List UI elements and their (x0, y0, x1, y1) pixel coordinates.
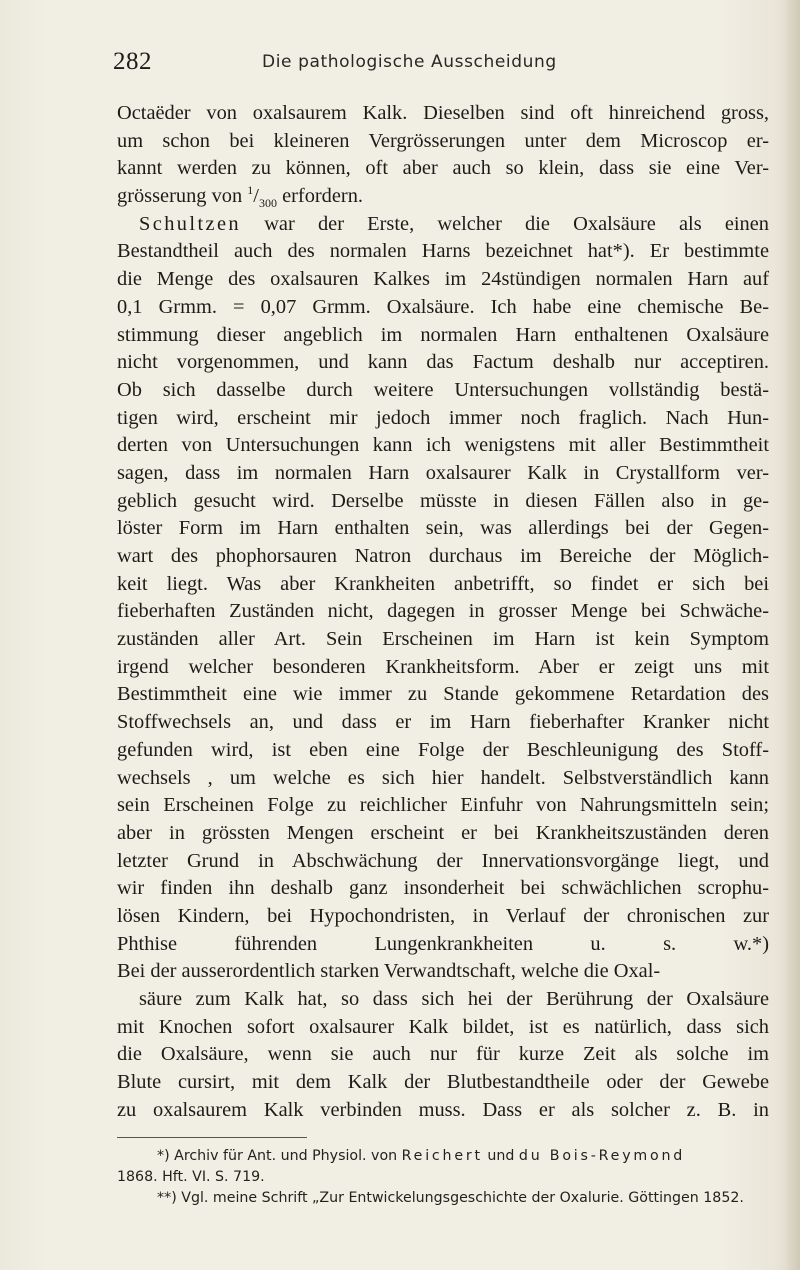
text-line: Octaëder von oxalsaurem Kalk. Dieselben sind oft hinreichend gross, (117, 102, 769, 124)
text-line: Bei der ausserordentlich starken Verwandtschaft, welche die Oxal- (117, 960, 661, 983)
text-line-with-fraction: grösserung von $^1/_{300}$ erfordern. (117, 183, 364, 211)
text-line: um schon bei kleineren Vergrösserungen unter dem Microscop er- (117, 129, 769, 152)
text-line: gefunden wird, ist eben eine Folge der Beschleunigung des Stoff- (117, 738, 769, 761)
text-line: wir finden ihn deshalb ganz insonderheit bei schwächlichen scrophu- (117, 877, 769, 900)
text-line: nicht vorgenommen, und kann das Factum deshalb nur acceptiren. (117, 351, 769, 374)
text-line: aber in grössten Mengen erscheint er bei Krankheitszuständen deren (117, 821, 769, 844)
footnote-divider (117, 1137, 307, 1138)
footnote-1-continuation: 1868. Hft. VI. S. 719. (117, 1169, 265, 1185)
text-line: wart des phophorsauren Natron durchaus im Bereiche der Möglich- (117, 545, 769, 567)
fraction-denominator: 300 (258, 196, 277, 211)
footnote-text: Archiv für Ant. und Physiol. von (174, 1148, 398, 1164)
running-title: Die pathologische Ausscheidung (262, 52, 557, 72)
text-line: fieberhaften Zuständen nicht, dagegen in grosser Menge bei Schwäche- (117, 600, 769, 623)
footnote-name: du Bois-Reymond (518, 1148, 686, 1164)
text-line: sein Erscheinen Folge zu reichlicher Einfuhr von Nahrungsmitteln sein; (117, 794, 769, 817)
page-number: 282 (113, 48, 152, 75)
text-line: kannt werden zu können, oft aber auch so klein, dass sie eine Ver- (117, 157, 769, 180)
text-line: letzter Grund in Abschwächung der Innervationsvorgänge liegt, und (117, 849, 769, 872)
text-line: tigen wird, erscheint mir jedoch immer noch fraglich. Nach Hun- (117, 406, 769, 429)
text-line: Bestandtheil auch des normalen Harns bezeichnet hat*). Er bestimmte (117, 240, 769, 263)
author-name: Schultzen (139, 212, 242, 235)
footnotes (117, 1146, 777, 1209)
text-line: 0,1 Grmm. = 0,07 Grmm. Oxalsäure. Ich habe eine chemische Be- (117, 295, 769, 318)
text-line: irgend welcher besonderen Krankheitsform. Aber er zeigt uns mit (117, 655, 769, 678)
text-line: sagen, dass im normalen Harn oxalsaurer Kalk in Crystallform ver- (117, 461, 769, 484)
footnote-name: Reichert (401, 1148, 483, 1164)
footnote-text: Vgl. meine Schrift „Zur Entwickelungsgeschichte der Oxalurie. Göttingen 1852. (181, 1190, 744, 1206)
text-line: löster Form im Harn enthalten sein, was allerdings bei der Gegen- (117, 517, 769, 540)
body-text (117, 100, 769, 1124)
text-line: keit liegt. Was aber Krankheiten anbetrifft, so findet er sich bei (117, 572, 769, 595)
footnote-1-line (117, 1146, 777, 1167)
text-line: Blute cursirt, mit dem Kalk der Blutbestandtheile oder der Gewebe (117, 1071, 769, 1094)
text-line: Phthise führenden Lungenkrankheiten u. s. w.*) (117, 932, 769, 955)
text-fragment: grösserung von (117, 185, 243, 208)
text-line-with-author (117, 211, 769, 239)
text-line: die Menge des oxalsauren Kalkes im 24stündigen normalen Harn auf (117, 268, 769, 291)
text-line: Ob sich dasselbe durch weitere Untersuchungen vollständig bestä- (117, 378, 769, 401)
text-line: zu oxalsaurem Kalk verbinden muss. Dass er als solcher z. B. in (117, 1098, 769, 1121)
fraction-numerator: 1 (247, 183, 254, 198)
text-line: derten von Untersuchungen kann ich wenigstens mit aller Bestimmtheit (117, 434, 769, 457)
text-line: wechsels , um welche es sich hier handelt. Selbstverständlich kann (117, 766, 769, 789)
footnote-marker: *) (157, 1148, 170, 1164)
text-line: geblich gesucht wird. Derselbe müsste in diesen Fällen also in ge- (117, 489, 769, 512)
footnote-marker: **) (157, 1190, 177, 1206)
text-line: Bestimmtheit eine wie immer zu Stande gekommene Retardation des (117, 683, 769, 706)
page-edge-shadow (786, 0, 800, 1270)
footnote-text: und (487, 1148, 515, 1164)
text-line: stimmung dieser angeblich im normalen Harn enthaltenen Oxalsäure (117, 323, 769, 346)
page-header (0, 48, 800, 84)
text-fragment: erfordern. (282, 185, 364, 208)
text-line: säure zum Kalk hat, so dass sich hei der Berührung der Oxalsäure (139, 988, 769, 1010)
text-line: zuständen aller Art. Sein Erscheinen im Harn ist kein Symptom (117, 628, 769, 651)
text-line: mit Knochen sofort oxalsaurer Kalk bildet, ist es natürlich, dass sich (117, 1015, 769, 1038)
footnote-2-line (117, 1188, 777, 1209)
text-line: lösen Kindern, bei Hypochondristen, in Verlauf der chronischen zur (117, 904, 769, 927)
text-line: Stoffwechsels an, und dass er im Harn fieberhafter Kranker nicht (117, 711, 769, 734)
text-fragment: war der Erste, welcher die Oxalsäure als einen (264, 212, 769, 235)
text-line: die Oxalsäure, wenn sie auch nur für kurze Zeit als solche im (117, 1043, 769, 1066)
